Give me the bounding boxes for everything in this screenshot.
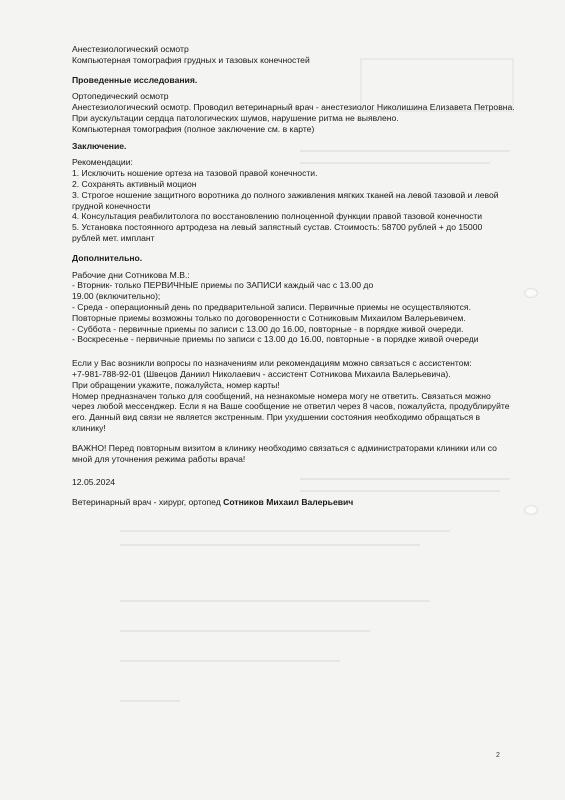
signature-role: Ветеринарный врач - хирург, ортопед bbox=[72, 497, 221, 508]
recommendation-item: 5. Установка постоянного артродеза на левый запястный сустав. Стоимость: 58700 рублей + до 15000 рублей мет. имплант bbox=[72, 222, 483, 243]
header-line: Анестезиологический осмотр bbox=[72, 44, 189, 54]
contact-line: Если у Вас возникли вопросы по назначениям или рекомендациям можно связаться с ассистентом: bbox=[72, 358, 472, 369]
signature-name: Сотников Михаил Валерьевич bbox=[223, 497, 354, 508]
schedule-item: - Среда - операционный день по предварительной записи. Первичные приемы не осуществляются. Повторные приемы возможны только по договоренности с Сотниковым Михаилом Валерьевичем. bbox=[72, 301, 471, 323]
study-item: Анестезиологический осмотр. Проводил ветеринарный врач - анестезиолог Николишина Елизавета Петровна. bbox=[72, 102, 515, 113]
section-title-additional: Дополнительно. bbox=[72, 252, 143, 263]
schedule-item: - Суббота - первичные приемы по записи с 13.00 до 16.00, повторные - в порядке живой очереди. bbox=[72, 323, 464, 334]
schedule-item: - Воскресенье - первичные приемы по записи с 13.00 до 16.00, повторные - в порядке живой очереди bbox=[72, 334, 479, 345]
document-body bbox=[72, 44, 515, 508]
schedule-item: - Вторник- только ПЕРВИЧНЫЕ приемы по ЗАПИСИ каждый час с 13.00 до 19.00 (включительно); bbox=[72, 280, 374, 302]
contact-note: Номер предназначен только для сообщений, на незнакомые номера могу не ответить. Связаться можно через любой мессенджер. Если я на Ваше сообщение не ответил через 8 часов, пожалуйста, продублируйте его. Данный вид связи не является экстренным. При ухудшении состояния необходимо обращаться в клинику! bbox=[72, 390, 510, 433]
recommendation-item: 2. Сохранять активный моцион bbox=[72, 178, 197, 189]
recommendations-label: Рекомендации: bbox=[72, 157, 133, 168]
schedule-title: Рабочие дни Сотникова М.В.: bbox=[72, 269, 190, 280]
important-note: ВАЖНО! Перед повторным визитом в клинику необходимо связаться с администраторами клиники или со мной для уточнения режима работы врача! bbox=[72, 442, 497, 464]
study-item: Ортопедический осмотр bbox=[72, 91, 169, 102]
contact-line: При обращении укажите, пожалуйста, номер карты! bbox=[72, 379, 280, 390]
punch-hole-bottom bbox=[524, 505, 538, 515]
study-item: При аускультации сердца патологических шумов, нарушение ритма не выявлено. bbox=[72, 112, 399, 123]
contact-phone: +7-981-788-92-01 (Швецов Даниил Николаевич - ассистент Сотникова Михаила Валерьевича). bbox=[72, 368, 451, 379]
study-item: Компьютерная томография (полное заключение см. в карте) bbox=[72, 123, 315, 134]
punch-hole-top bbox=[524, 288, 538, 298]
signature-line bbox=[72, 497, 512, 508]
recommendation-item: 4. Консультация реабилитолога по восстановлению полноценной функции правой тазовой конечности bbox=[72, 211, 483, 222]
header-line: Компьютерная томография грудных и тазовых конечностей bbox=[72, 54, 310, 65]
page-number: 2 bbox=[496, 752, 500, 759]
section-title-conclusion: Заключение. bbox=[72, 140, 127, 151]
section-title-studies: Проведенные исследования. bbox=[72, 74, 198, 85]
recommendation-item: 3. Строгое ношение защитного воротника до полного заживления мягких тканей на левой тазовой и левой грудной конечности bbox=[72, 189, 499, 211]
recommendation-item: 1. Исключить ношение ортеза на тазовой правой конечности. bbox=[72, 168, 318, 179]
document-date: 12.05.2024 bbox=[72, 477, 116, 488]
